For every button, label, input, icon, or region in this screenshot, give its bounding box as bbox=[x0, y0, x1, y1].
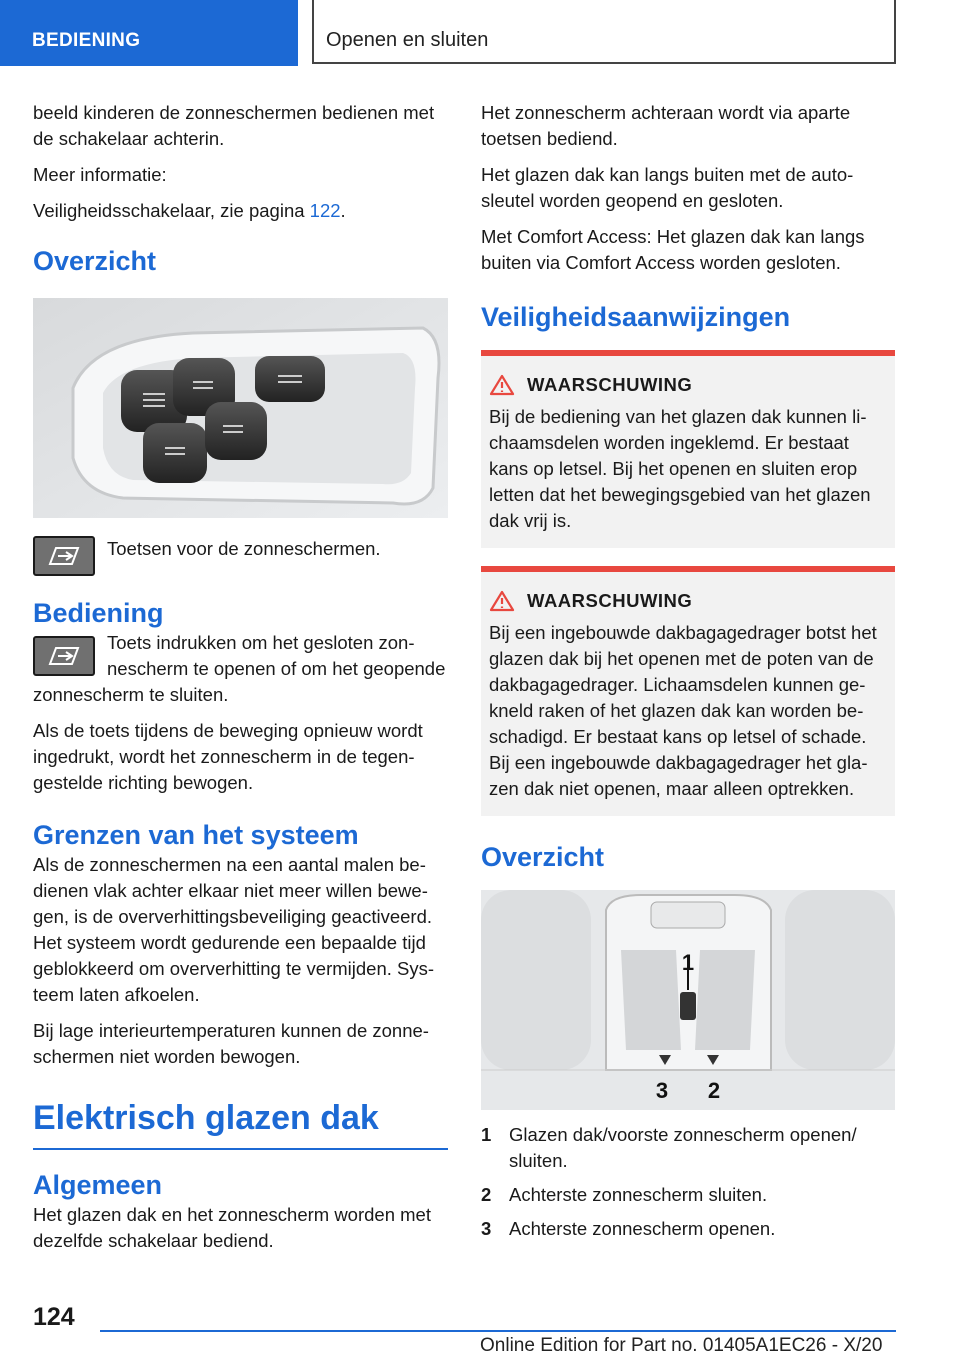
more-info-label: Meer informatie: bbox=[33, 164, 167, 185]
warning-triangle-icon bbox=[489, 374, 515, 396]
section-title: Openen en sluiten bbox=[312, 0, 896, 64]
rear-blind-paragraph: Het zonnescherm achteraan wordt via aparte toetsen bediend. bbox=[481, 102, 851, 149]
reference-line: Veiligheidsschakelaar, zie pagina 122. bbox=[33, 200, 346, 221]
legend-list bbox=[481, 1122, 895, 1242]
warning-text: Bij de bediening van het glazen dak kunnen lichaamsdelen worden ingeklemd. Er bestaat kans op letsel. Bij het openen en sluiten erop letten dat het bewegingsgebied van het glazen dak vrij is. bbox=[489, 406, 871, 531]
warning-box-2 bbox=[481, 566, 895, 816]
key-paragraph: Het glazen dak kan langs buiten met de autosleutel worden geopend en gesloten. bbox=[481, 164, 854, 211]
page-link[interactable]: 122 bbox=[309, 200, 341, 221]
roof-overview-heading: Overzicht bbox=[481, 842, 605, 872]
legend-item: 3 Achterste zonnescherm openen. bbox=[481, 1218, 776, 1239]
edition-note: Online Edition for Part no. 01405A1EC26 - X/20 bbox=[480, 1335, 883, 1356]
callout-2: 2 bbox=[707, 1078, 721, 1103]
roof-switch-photo bbox=[481, 890, 895, 1110]
warning-text: Bij een ingebouwde dakbagagedrager botst het glazen dak bij het openen met de poten van de dakbagagedrager. Lichaamsdelen kunnen gekneld raken of het glazen dak kan worden beschadigd. Er bestaat kans op letsel of schade. Bij een ingebouwde dakbagagedrager het glazen dak niet openen, maar alleen optrekken. bbox=[489, 622, 877, 799]
legend-item: 2 Achterste zonnescherm sluiten. bbox=[481, 1184, 768, 1205]
photo-caption: Toetsen voor de zonneschermen. bbox=[107, 538, 381, 559]
intro-paragraph: beeld kinderen de zonneschermen bedienen met de schakelaar achterin. bbox=[33, 102, 435, 149]
heading-rule bbox=[33, 1148, 448, 1150]
legend-item: 1 Glazen dak/voorste zonnescherm openen/ sluiten. bbox=[481, 1124, 857, 1171]
warning-triangle-icon bbox=[489, 590, 515, 612]
limits-paragraph-2: Bij lage interieurtemperaturen kunnen de zonneschermen niet worden bewogen. bbox=[33, 1020, 429, 1067]
roof-heading: Elektrisch glazen dak bbox=[33, 1099, 379, 1137]
callout-1: 1 bbox=[681, 950, 695, 975]
footer-rule bbox=[100, 1330, 896, 1332]
safety-heading: Veiligheidsaanwijzingen bbox=[481, 302, 791, 332]
warning-title: WAARSCHUWING bbox=[527, 590, 693, 611]
general-heading: Algemeen bbox=[33, 1170, 163, 1200]
caption-row bbox=[33, 536, 448, 576]
page-number: 124 bbox=[33, 1303, 75, 1331]
right-column bbox=[481, 100, 895, 1250]
operation-paragraph-1: Toets indrukken om het gesloten zonnescherm te openen of om het geopende zonnescherm te sluiten. bbox=[33, 632, 446, 705]
callout-3: 3 bbox=[655, 1078, 669, 1103]
comfort-access-paragraph: Met Comfort Access: Het glazen dak kan langs buiten via Comfort Access worden gesloten. bbox=[481, 226, 865, 273]
operation-heading: Bediening bbox=[33, 598, 164, 628]
sunblind-button-icon bbox=[33, 636, 95, 676]
general-paragraph: Het glazen dak en het zonnescherm worden met dezelfde schakelaar bediend. bbox=[33, 1204, 431, 1251]
warning-box-1 bbox=[481, 350, 895, 548]
limits-heading: Grenzen van het systeem bbox=[33, 820, 359, 850]
chapter-tab: BEDIENING bbox=[0, 0, 298, 66]
sunblind-button-icon bbox=[33, 536, 95, 576]
warning-title: WAARSCHUWING bbox=[527, 374, 693, 395]
page-header bbox=[0, 0, 960, 66]
overview-heading: Overzicht bbox=[33, 246, 157, 276]
left-column bbox=[33, 100, 448, 1264]
sunblind-switch-photo bbox=[33, 298, 448, 518]
operation-paragraph-2: Als de toets tijdens de beweging opnieuw wordt ingedrukt, wordt het zonnescherm in de tegengestelde richting bewogen. bbox=[33, 720, 423, 793]
limits-paragraph-1: Als de zonneschermen na een aantal malen bedienen vlak achter elkaar niet meer willen bewegen, is de oververhittingsbeveiliging geactiveerd. Het systeem wordt gedurende een bepaalde tijd geblokkeerd om oververhitting te vermijden. Systeem laten afkoelen. bbox=[33, 854, 435, 1005]
